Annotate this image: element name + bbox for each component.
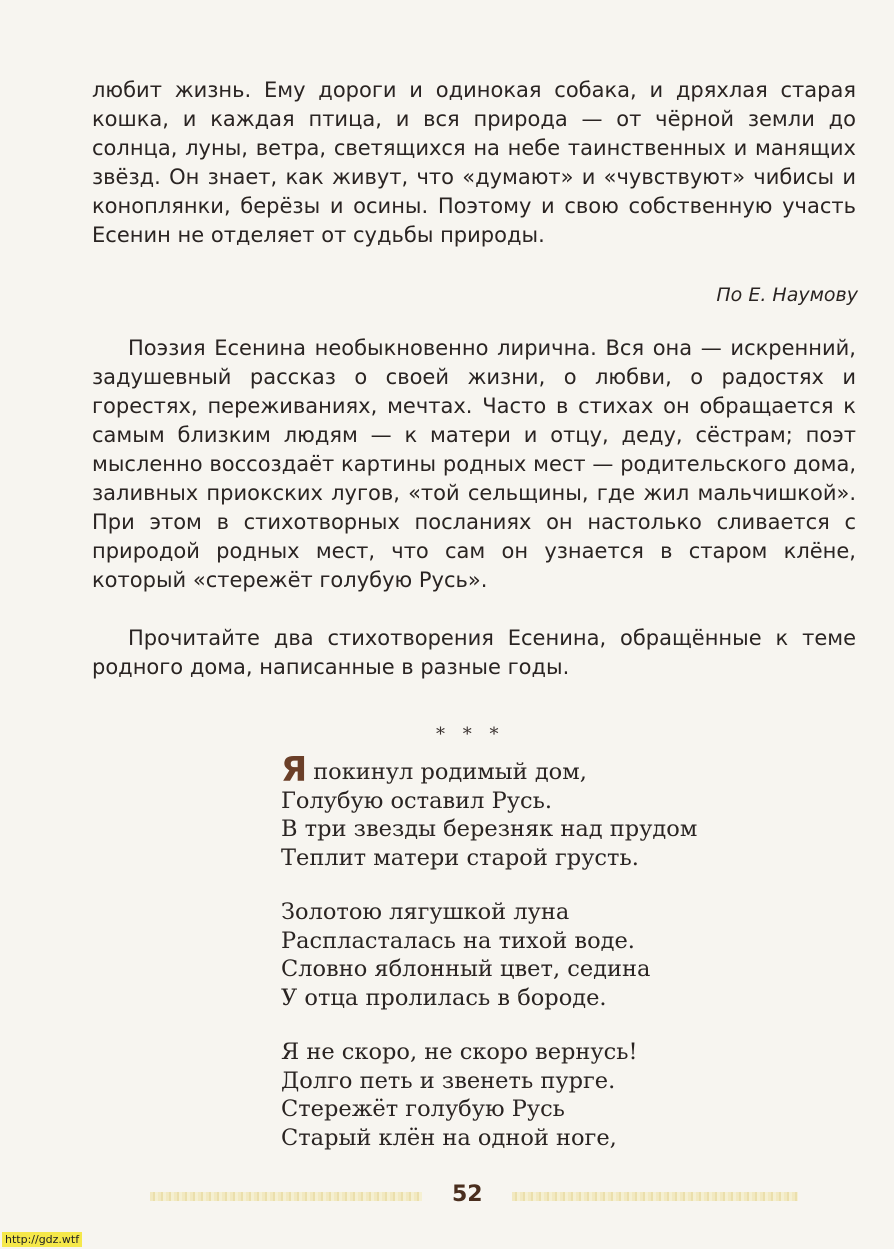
poem-line: Золотою лягушкой луна bbox=[281, 899, 570, 925]
poem-line: У отца пролилась в бороде. bbox=[281, 984, 607, 1011]
poem-line: Словно яблонный цвет, седина bbox=[281, 956, 651, 982]
paragraph-intro bbox=[92, 76, 856, 250]
paragraph-text: Прочитайте два стихотворения Есенина, обращённые к теме родного дома, написанные в разные годы. bbox=[92, 626, 856, 679]
poem-stanza-2 bbox=[281, 898, 841, 1012]
poem-line: Я не скоро, не скоро вернусь! bbox=[281, 1039, 638, 1065]
paragraph-poetry-lyricism bbox=[92, 334, 856, 595]
poem-line: Стережёт голубую Русь bbox=[281, 1096, 565, 1122]
poem-line: В три звезды березняк над прудом bbox=[281, 816, 698, 842]
poem-asterisks: * * * bbox=[436, 724, 505, 745]
poem-line bbox=[281, 750, 841, 790]
paragraph-text: Поэзия Есенина необыкновенно лирична. Вся она — искренний, задушевный рассказ о своей жизни, о любви, о радостях и горестях, переживаниях, мечтах. Часто в стихах он обращается к самым близким людям — к матери и отцу, деду, сёстрам; поэт мысленно воссоздаёт картины родных мест — родительского дома, заливных приокских лугов, «той сельщины, где жил мальчишкой». При этом в стихотворных посланиях он настолько сливается с природой родных мест, что сам он узнается в старом клёне, который «стережёт голубую Русь». bbox=[92, 336, 856, 592]
poem-line: Теплит матери старой грусть. bbox=[281, 844, 639, 871]
poem-line-text: покинул родимый дом, bbox=[313, 759, 587, 785]
poem-line: Долго петь и звенеть пурге. bbox=[281, 1067, 616, 1094]
poem-line: Старый клён на одной ноге, bbox=[281, 1124, 617, 1151]
poem-stanza-1 bbox=[281, 750, 841, 872]
poem-line: Распласталась на тихой воде. bbox=[281, 927, 635, 954]
footer-rule-right bbox=[512, 1192, 798, 1201]
poem-stanza-3 bbox=[281, 1038, 841, 1152]
page-number: 52 bbox=[452, 1182, 483, 1207]
paragraph-text: любит жизнь. Ему дороги и одинокая собака, и дряхлая старая кошка, и каждая птица, и вся природа — от чёрной земли до солнца, луны, ветра, светящихся на небе таинственных и манящих звёзд. Он знает, как живут, что «думают» и «чувствуют» чибисы и коноплянки, берёзы и осины. Поэтому и свою собственную участь Есенин не отделяет от судьбы природы. bbox=[92, 78, 856, 247]
drop-cap: Я bbox=[281, 750, 308, 790]
footer-rule-left bbox=[150, 1192, 422, 1201]
poem-line: Голубую оставил Русь. bbox=[281, 787, 552, 814]
paragraph-task bbox=[92, 624, 856, 682]
watermark-link[interactable]: http://gdz.wtf bbox=[2, 1232, 82, 1247]
attribution: По Е. Наумову bbox=[716, 284, 858, 306]
